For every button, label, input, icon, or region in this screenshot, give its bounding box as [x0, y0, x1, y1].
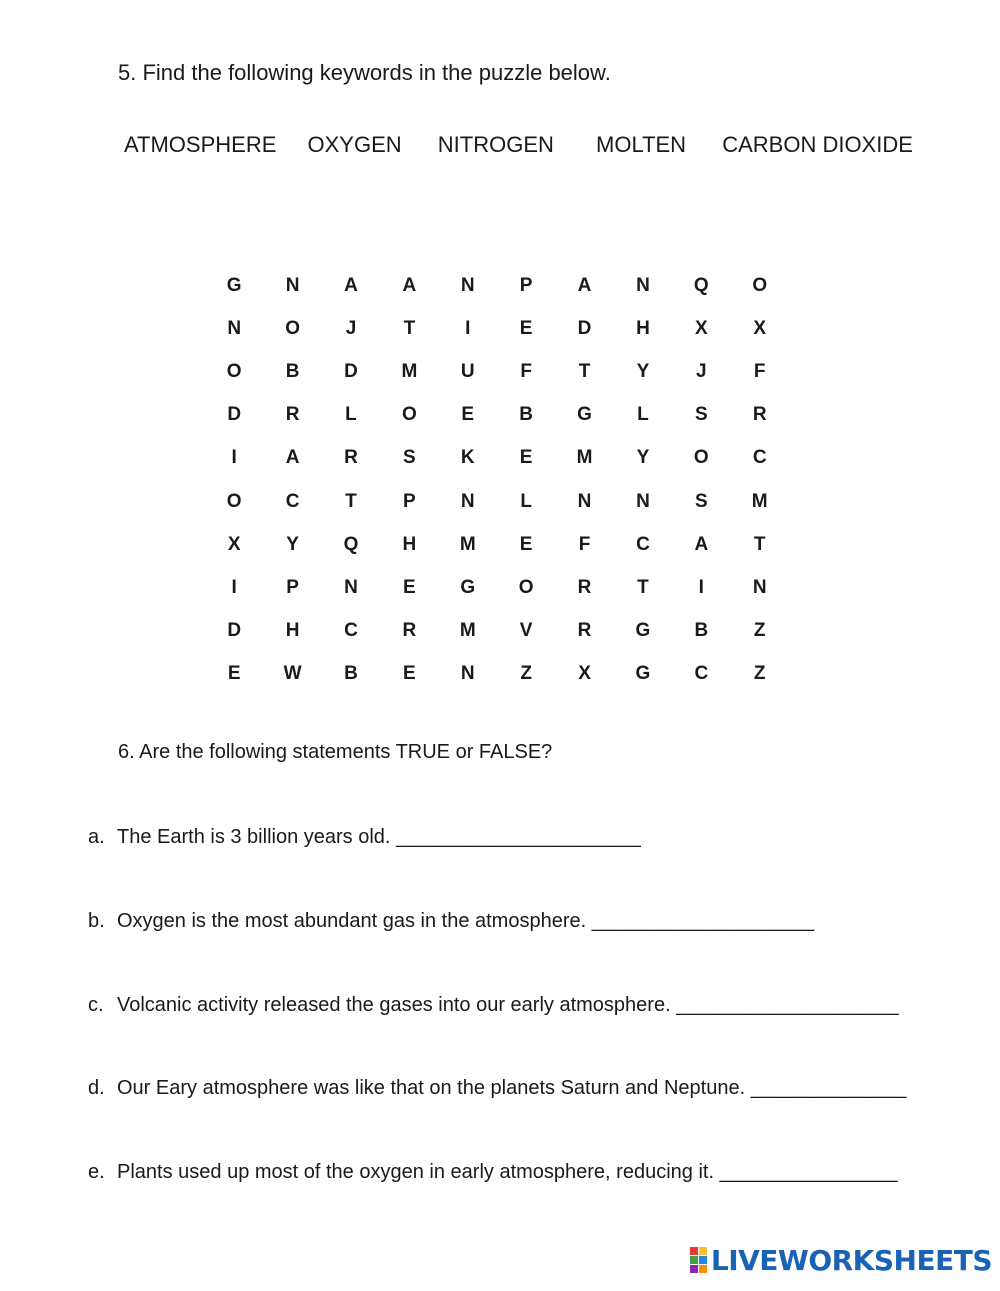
keyword-list [124, 132, 913, 158]
grid-letter: N [752, 576, 767, 598]
grid-letter: P [403, 490, 416, 512]
logo-square [699, 1256, 707, 1264]
grid-letter: A [694, 533, 709, 555]
statement-text: Volcanic activity released the gases into our early atmosphere. ____________________ [117, 994, 899, 1016]
statement-letter: d. [88, 1077, 105, 1099]
grid-letter: H [285, 620, 300, 642]
grid-letter: D [577, 317, 592, 339]
statement-e [88, 1161, 898, 1184]
logo-square [690, 1247, 698, 1255]
keyword: MOLTEN [596, 132, 687, 157]
logo-text: LIVEWORKSHEETS [710, 1243, 992, 1277]
grid-letter: T [578, 360, 591, 382]
grid-letter: Y [636, 360, 650, 382]
grid-letter: R [285, 404, 300, 426]
grid-letter: C [694, 663, 709, 685]
statement-a [88, 826, 641, 849]
grid-letter: L [520, 490, 532, 512]
grid-letter: S [694, 490, 708, 512]
grid-letter: S [694, 404, 708, 426]
statement-text: Oxygen is the most abundant gas in the atmosphere. ____________________ [117, 910, 815, 932]
liveworksheets-logo [690, 1243, 992, 1277]
grid-letter: I [231, 447, 237, 469]
grid-letter: R [402, 620, 417, 642]
keyword: NITROGEN [437, 132, 554, 157]
grid-letter: J [345, 317, 357, 339]
grid-letter: N [285, 274, 300, 296]
grid-letter: B [285, 360, 300, 382]
statement-d [88, 1077, 906, 1100]
grid-letter: Y [636, 447, 650, 469]
grid-letter: E [519, 447, 533, 469]
grid-letter: B [344, 663, 358, 685]
grid-letter: G [577, 404, 592, 426]
grid-letter: N [460, 490, 475, 512]
grid-letter: O [401, 404, 417, 426]
grid-letter: T [753, 533, 766, 555]
grid-letter: L [345, 404, 357, 426]
grid-letter: R [577, 576, 592, 598]
grid-letter: H [402, 533, 417, 555]
grid-letter: E [227, 663, 241, 685]
grid-letter: D [227, 404, 242, 426]
question-6-title: 6. Are the following statements TRUE or FALSE? [118, 741, 553, 763]
grid-letter: E [519, 533, 533, 555]
grid-letter: D [227, 620, 242, 642]
statement-letter: a. [88, 826, 105, 848]
grid-letter: I [465, 317, 471, 339]
grid-letter: E [519, 317, 533, 339]
keyword: ATMOSPHERE [124, 132, 277, 157]
grid-letter: O [226, 360, 242, 382]
statement-text: Our Eary atmosphere was like that on the planets Saturn and Neptune. ______________ [117, 1077, 907, 1099]
grid-letter: N [227, 317, 242, 339]
grid-letter: K [460, 447, 475, 469]
grid-letter: E [461, 404, 475, 426]
grid-letter: X [694, 317, 708, 339]
grid-letter: N [460, 663, 475, 685]
grid-letter: C [752, 447, 767, 469]
statement-letter: b. [88, 910, 105, 932]
grid-letter: A [402, 274, 417, 296]
grid-letter: X [753, 317, 767, 339]
grid-letter: Z [520, 663, 532, 685]
grid-letter: F [578, 533, 591, 555]
grid-letter: O [226, 490, 242, 512]
logo-square [690, 1265, 698, 1273]
grid-letter: L [637, 404, 649, 426]
statement-c [88, 994, 899, 1017]
grid-letter: N [636, 274, 650, 296]
grid-letter: B [519, 404, 534, 426]
grid-letter: G [635, 620, 651, 642]
statement-letter: c. [88, 994, 104, 1016]
logo-square [699, 1247, 707, 1255]
grid-letter: O [693, 447, 709, 469]
keyword: CARBON DIOXIDE [722, 132, 913, 157]
grid-letter: M [751, 490, 768, 512]
grid-letter: R [752, 404, 767, 426]
grid-letter: I [698, 576, 704, 598]
grid-letter: F [753, 360, 766, 382]
grid-letter: M [401, 360, 418, 382]
grid-letter: M [576, 447, 593, 469]
grid-letter: M [459, 620, 476, 642]
grid-letter: G [460, 576, 476, 598]
grid-letter: O [285, 317, 300, 339]
grid-letter: C [285, 490, 300, 512]
grid-letter: M [459, 533, 476, 555]
statement-letter: e. [88, 1161, 105, 1183]
grid-letter: C [636, 533, 650, 555]
logo-square [699, 1265, 707, 1273]
grid-letter: A [577, 274, 592, 296]
grid-letter: E [403, 663, 416, 685]
grid-letter: T [637, 576, 649, 598]
grid-letter: T [345, 490, 357, 512]
grid-letter: Z [753, 620, 766, 642]
grid-letter: E [403, 576, 416, 598]
grid-letter: R [577, 620, 592, 642]
statement-text: The Earth is 3 billion years old. ______________________ [117, 826, 641, 848]
grid-letter: Z [753, 663, 766, 685]
logo-square [690, 1256, 698, 1264]
grid-letter: I [231, 576, 237, 598]
statement-b [88, 910, 814, 933]
grid-letter: H [636, 317, 650, 339]
grid-letter: G [226, 274, 242, 296]
grid-letter: A [285, 447, 300, 469]
grid-letter: J [696, 360, 707, 382]
grid-letter: R [344, 447, 358, 469]
liveworksheets-icon [690, 1247, 707, 1273]
statement-text: Plants used up most of the oxygen in early atmosphere, reducing it. ________________ [117, 1161, 898, 1183]
grid-letter: U [460, 360, 475, 382]
grid-letter: F [520, 360, 532, 382]
grid-letter: D [344, 360, 358, 382]
grid-letter: X [578, 663, 591, 685]
grid-letter: A [344, 274, 358, 296]
grid-letter: V [519, 620, 533, 642]
question-5-title: 5. Find the following keywords in the puzzle below. [118, 60, 611, 85]
grid-letter: S [403, 447, 416, 469]
grid-letter: Q [343, 533, 359, 555]
grid-letter: P [519, 274, 533, 296]
grid-letter: O [752, 274, 768, 296]
grid-letter: N [460, 274, 475, 296]
keyword: OXYGEN [307, 132, 402, 157]
grid-letter: N [636, 490, 650, 512]
grid-letter: N [344, 576, 358, 598]
grid-letter: T [403, 317, 416, 339]
grid-letter: Y [286, 533, 299, 555]
grid-letter: O [518, 576, 534, 598]
grid-letter: C [344, 620, 358, 642]
grid-letter: W [283, 663, 302, 685]
grid-letter: B [694, 620, 709, 642]
word-search-grid [205, 264, 789, 696]
grid-letter: X [227, 533, 241, 555]
grid-letter: N [577, 490, 592, 512]
grid-letter: Q [693, 274, 709, 296]
grid-letter: P [286, 576, 299, 598]
grid-letter: G [635, 663, 651, 685]
